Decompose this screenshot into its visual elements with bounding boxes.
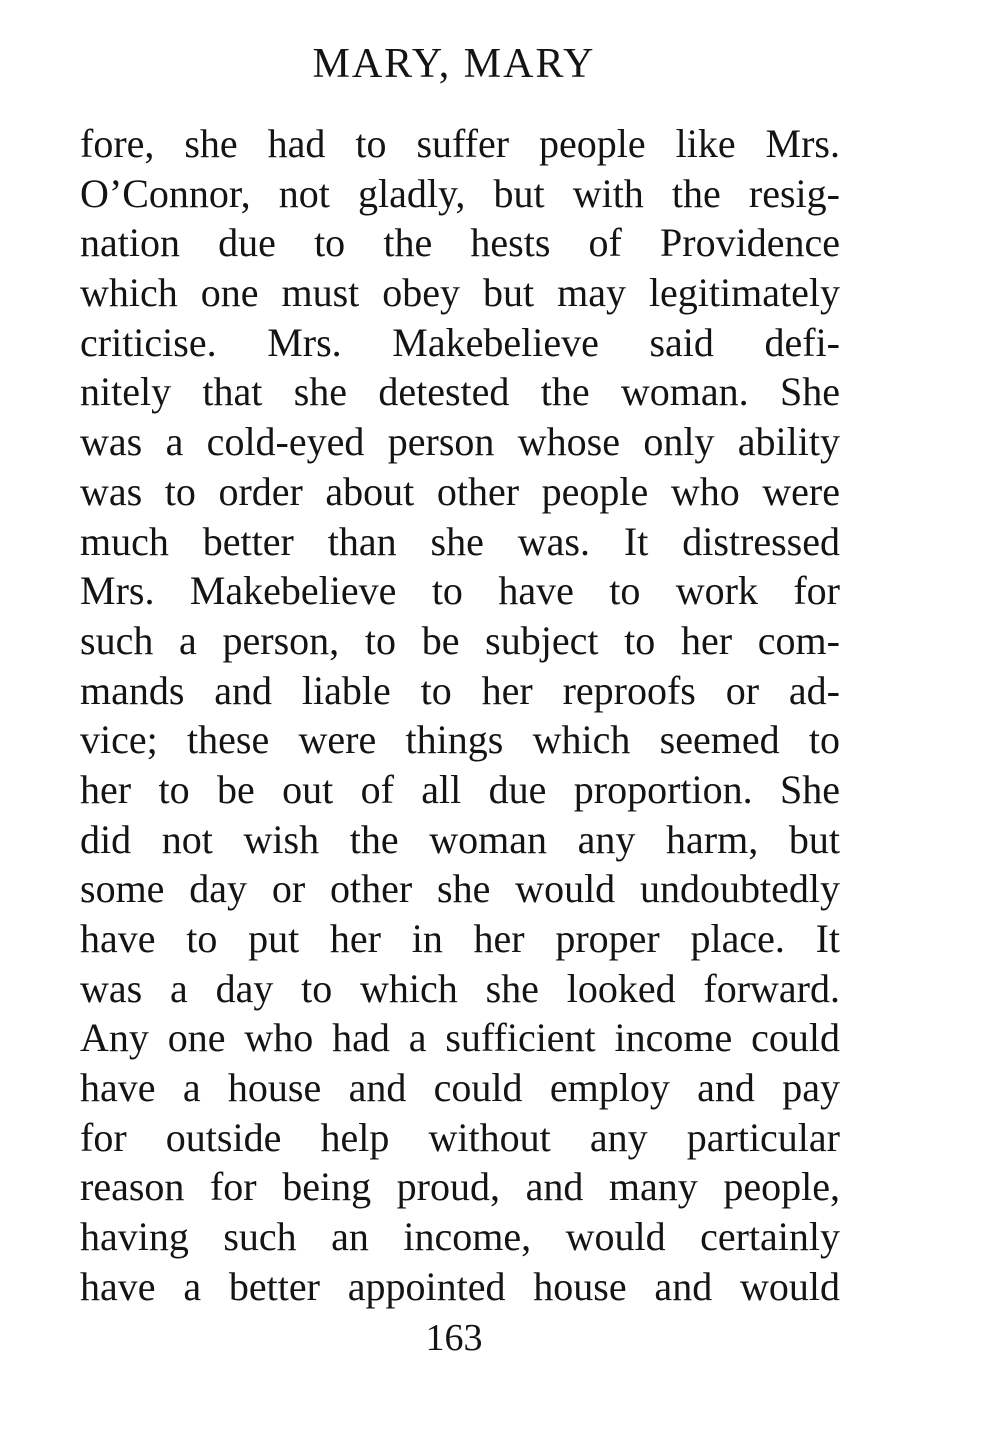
text-line: her to be out of all due proportion. She (80, 766, 840, 812)
text-line: for outside help without any particular (80, 1114, 840, 1160)
running-head: MARY, MARY (312, 41, 596, 87)
text-line: Mrs. Makebelieve to have to work for (80, 568, 840, 614)
text-line: much better than she was. It distressed (80, 518, 840, 564)
text-line: such a person, to be subject to her com- (80, 617, 840, 663)
page-number: 163 (425, 1317, 483, 1359)
text-line: have to put her in her proper place. It (80, 916, 840, 961)
text-line: was to order about other people who were (80, 468, 840, 514)
text-line: nation due to the hests of Providence (80, 220, 840, 266)
text-line: reason for being proud, and many people, (80, 1164, 840, 1210)
text-line: some day or other she would undoubtedly (80, 866, 840, 912)
body-text (80, 119, 840, 1312)
text-line: O’Connor, not gladly, but with the resig- (80, 170, 840, 216)
text-line: vice; these were things which seemed to (80, 717, 840, 763)
text-line: criticise. Mrs. Makebelieve said defi- (80, 319, 840, 365)
text-line: was a day to which she looked forward. (80, 965, 840, 1011)
text-line: nitely that she detested the woman. She (80, 369, 840, 415)
text-line: fore, she had to suffer people like Mrs. (80, 121, 840, 166)
text-line: did not wish the woman any harm, but (80, 816, 840, 862)
text-line: which one must obey but may legitimately (80, 270, 840, 316)
text-line: having such an income, would certainly (80, 1214, 840, 1260)
text-line: Any one who had a sufficient income could (80, 1015, 840, 1061)
text-line: was a cold-eyed person whose only ability (80, 419, 840, 465)
text-line: mands and liable to her reproofs or ad- (80, 667, 840, 713)
text-line: have a house and could employ and pay (80, 1065, 840, 1111)
text-line: have a better appointed house and would (80, 1263, 840, 1309)
